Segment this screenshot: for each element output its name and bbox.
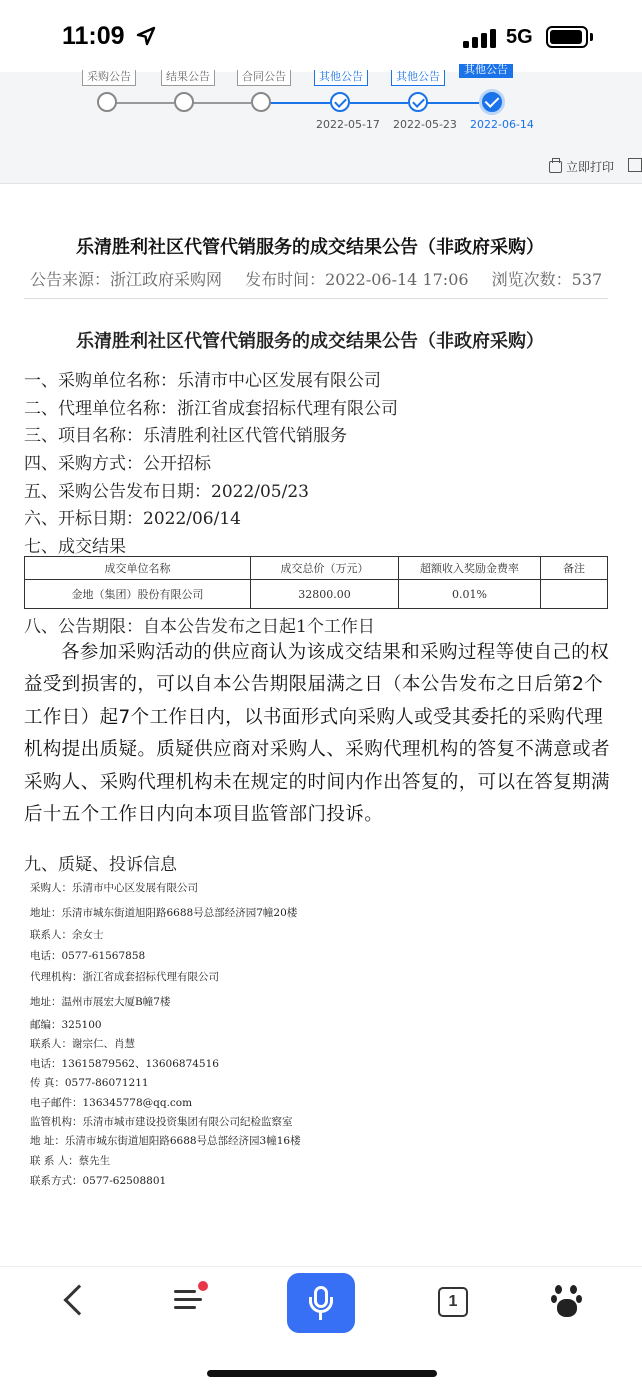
meta-publish-time: 发布时间：2022-06-14 17:06 bbox=[245, 270, 469, 289]
home-indicator bbox=[207, 1370, 437, 1377]
contact-line: 邮编：325100 bbox=[30, 1019, 102, 1031]
page-title: 乐清胜利社区代管代销服务的成交结果公告（非政府采购） bbox=[76, 237, 544, 258]
print-label: 立即打印 bbox=[566, 160, 615, 174]
table-header: 备注 bbox=[541, 557, 608, 580]
baidu-paw-icon[interactable] bbox=[551, 1285, 583, 1319]
contact-line: 联 系 人：蔡先生 bbox=[30, 1155, 111, 1167]
step-date-6: 2022-06-14 bbox=[470, 118, 534, 131]
contact-line: 地址：乐清市城东街道旭阳路6688号总部经济园7幢20楼 bbox=[30, 907, 298, 919]
contact-line: 联系方式：0577-62508801 bbox=[30, 1175, 167, 1187]
step-label-6[interactable]: 其他公告 bbox=[459, 64, 513, 78]
result-table bbox=[24, 556, 608, 609]
divider bbox=[24, 298, 608, 299]
step-node-3[interactable] bbox=[251, 92, 271, 112]
step-date-5: 2022-05-23 bbox=[393, 118, 457, 131]
step-label-2[interactable]: 结果公告 bbox=[161, 70, 215, 86]
contact-line: 联系人：谢宗仁、肖慧 bbox=[30, 1038, 135, 1050]
contact-line: 采购人：乐清市中心区发展有限公司 bbox=[30, 882, 198, 894]
step-node-5-check-icon[interactable] bbox=[408, 92, 428, 112]
location-arrow-icon bbox=[136, 26, 156, 46]
table-header: 成交总价（万元） bbox=[251, 557, 399, 580]
notification-dot bbox=[198, 1281, 208, 1291]
item-complaint-info: 九、质疑、投诉信息 bbox=[24, 855, 177, 875]
item-method: 四、采购方式：公开招标 bbox=[24, 454, 211, 474]
contact-line: 监管机构：乐清市城市建设投资集团有限公司纪检监察室 bbox=[30, 1116, 293, 1128]
contact-line: 联系人：余女士 bbox=[30, 929, 104, 941]
step-date-4: 2022-05-17 bbox=[316, 118, 380, 131]
complaint-paragraph: 各参加采购活动的供应商认为该成交结果和采购过程等使自己的权益受到损害的，可以自本公告期限届满之日（本公告发布之日后第2个工作日）起7个工作日内，以书面形式向采购人或受其委托的采购代理机构提出质疑。质疑供应商对采购人、采购代理机构的答复不满意或者采购人、采购代理机构未在规定的时间内作出答复的，可以在答复期满后十五个工作日内向本项目监管部门投诉。 bbox=[24, 642, 610, 826]
contact-line: 电话：13615879562、13606874516 bbox=[30, 1058, 219, 1070]
battery-icon bbox=[546, 26, 588, 48]
step-label-1[interactable]: 采购公告 bbox=[82, 70, 136, 86]
microphone-icon-stem bbox=[319, 1312, 322, 1320]
contact-line: 地址：温州市展宏大厦B幢7楼 bbox=[30, 996, 171, 1008]
table-header: 超额收入奖励金费率 bbox=[399, 557, 541, 580]
cellular-signal-icon bbox=[463, 28, 497, 48]
step-label-5[interactable]: 其他公告 bbox=[391, 70, 445, 86]
item-purchaser: 一、采购单位名称：乐清市中心区发展有限公司 bbox=[24, 371, 381, 391]
step-connector bbox=[193, 102, 251, 104]
item-project-name: 三、项目名称：乐清胜利社区代管代销服务 bbox=[24, 426, 347, 446]
item-announce-date: 五、采购公告发布日期：2022/05/23 bbox=[24, 482, 309, 502]
status-time: 11:09 bbox=[62, 22, 125, 50]
contact-line: 电话：0577-61567858 bbox=[30, 950, 146, 962]
step-connector bbox=[116, 102, 174, 104]
back-chevron-icon[interactable] bbox=[63, 1284, 94, 1315]
contact-line: 传 真：0577-86071211 bbox=[30, 1077, 149, 1089]
table-header: 成交单位名称 bbox=[25, 557, 251, 580]
item-notice-period: 八、公告期限：自本公告发布之日起1个工作日 bbox=[24, 617, 375, 637]
print-button[interactable] bbox=[549, 158, 614, 175]
table-header-row bbox=[25, 557, 608, 580]
menu-icon[interactable] bbox=[174, 1287, 202, 1311]
step-label-4[interactable]: 其他公告 bbox=[314, 70, 368, 86]
announcement-progress bbox=[0, 63, 642, 184]
meta-source: 公告来源：浙江政府采购网 bbox=[30, 270, 223, 289]
table-cell: 0.01% bbox=[399, 580, 541, 609]
contact-email[interactable]: 电子邮件：136345778@qq.com bbox=[30, 1097, 193, 1109]
step-node-4-check-icon[interactable] bbox=[330, 92, 350, 112]
table-cell: 金地（集团）股份有限公司 bbox=[25, 580, 251, 609]
item-result-heading: 七、成交结果 bbox=[24, 537, 126, 557]
document-title: 乐清胜利社区代管代销服务的成交结果公告（非政府采购） bbox=[76, 331, 544, 352]
network-type: 5G bbox=[506, 26, 533, 48]
contact-line: 代理机构：浙江省成套招标代理有限公司 bbox=[30, 971, 219, 983]
step-node-6-check-icon[interactable] bbox=[479, 89, 505, 115]
meta-views: 浏览次数：537 bbox=[491, 270, 603, 289]
item-agency: 二、代理单位名称：浙江省成套招标代理有限公司 bbox=[24, 399, 398, 419]
step-connector bbox=[270, 102, 330, 104]
qr-code-icon[interactable] bbox=[628, 158, 642, 172]
voice-search-button[interactable] bbox=[287, 1273, 355, 1333]
item-bid-open-date: 六、开标日期：2022/06/14 bbox=[24, 509, 241, 529]
step-node-2[interactable] bbox=[174, 92, 194, 112]
step-connector bbox=[350, 102, 408, 104]
step-label-3[interactable]: 合同公告 bbox=[237, 70, 291, 86]
contact-line: 地 址：乐清市城东街道旭阳路6688号总部经济园3幢16楼 bbox=[30, 1135, 301, 1147]
tabs-count-button[interactable]: 1 bbox=[438, 1287, 468, 1317]
battery-tip bbox=[590, 33, 593, 41]
step-node-1[interactable] bbox=[97, 92, 117, 112]
microphone-icon-cup bbox=[309, 1297, 333, 1313]
table-cell bbox=[541, 580, 608, 609]
status-bar bbox=[0, 0, 642, 72]
article-meta bbox=[30, 267, 620, 290]
printer-icon bbox=[549, 161, 562, 173]
table-cell: 32800.00 bbox=[251, 580, 399, 609]
table-row bbox=[25, 580, 608, 609]
step-connector bbox=[427, 102, 479, 104]
